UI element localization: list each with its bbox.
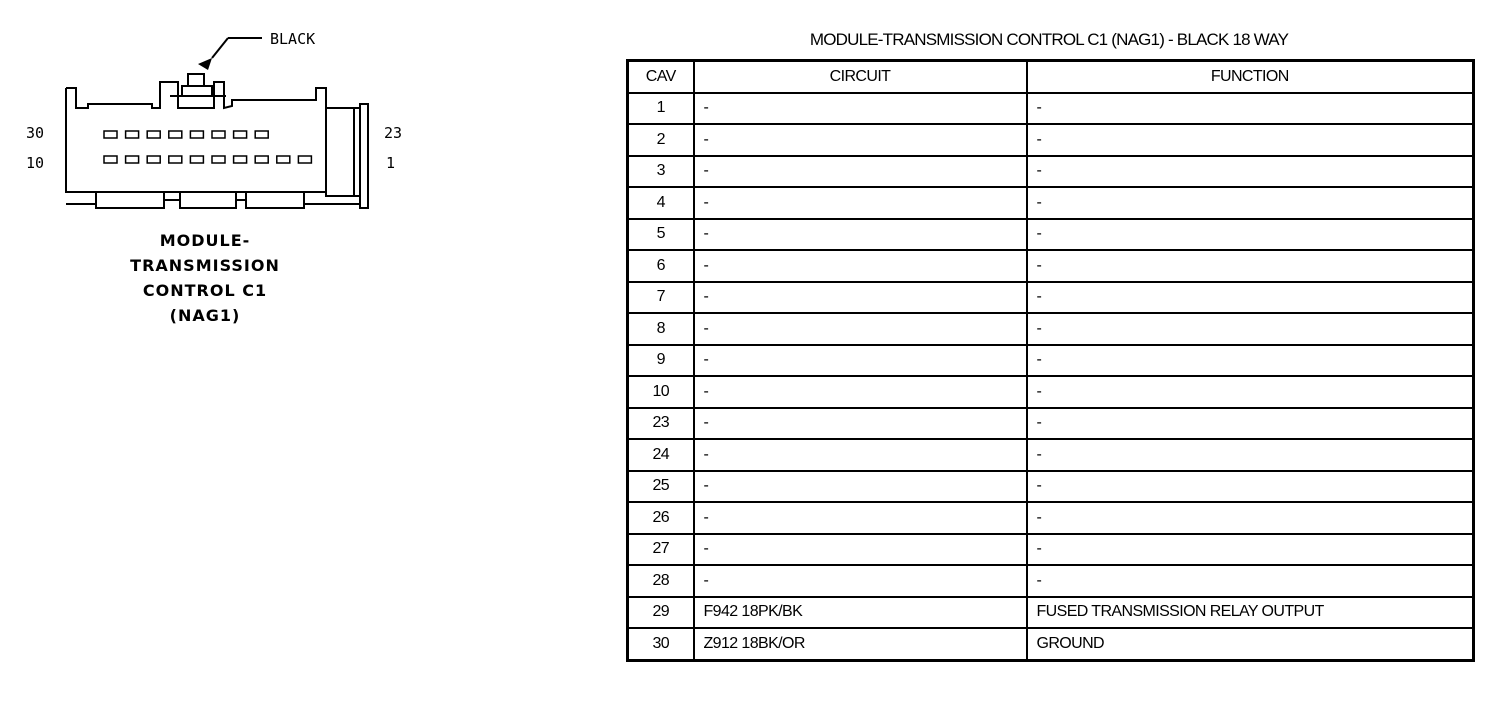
table-row	[628, 439, 1474, 471]
pin-cavity	[234, 131, 247, 138]
header-function: FUNCTION	[1027, 61, 1474, 93]
cell-circuit: -	[694, 282, 1027, 314]
cell-circuit: -	[694, 219, 1027, 251]
cell-cav: 24	[628, 439, 694, 471]
cell-circuit: -	[694, 124, 1027, 156]
table-row	[628, 313, 1474, 345]
cell-circuit: -	[694, 471, 1027, 503]
table-title: MODULE-TRANSMISSION CONTROL C1 (NAG1) - BLACK 18 WAY	[809, 30, 1289, 49]
pin-cavity	[147, 131, 160, 138]
table-row	[628, 565, 1474, 597]
pinout-table	[626, 59, 1475, 662]
cell-circuit: -	[694, 313, 1027, 345]
pin-cavity	[169, 131, 182, 138]
table-row	[628, 93, 1474, 125]
cell-function: -	[1027, 439, 1474, 471]
table-row	[628, 597, 1474, 629]
cell-cav: 4	[628, 187, 694, 219]
pin-cavity	[255, 131, 268, 138]
table-row	[628, 124, 1474, 156]
cell-cav: 27	[628, 534, 694, 566]
pin-cavity	[104, 156, 117, 163]
connector-color-label: BLACK	[270, 30, 316, 48]
cell-cav: 3	[628, 156, 694, 188]
table-row	[628, 502, 1474, 534]
table-row	[628, 282, 1474, 314]
pin-cavity	[212, 156, 225, 163]
pin-cavity	[147, 156, 160, 163]
cell-circuit: -	[694, 93, 1027, 125]
cell-cav: 7	[628, 282, 694, 314]
pin-cavity	[234, 156, 247, 163]
cell-function: -	[1027, 471, 1474, 503]
cell-cav: 5	[628, 219, 694, 251]
table-row	[628, 628, 1474, 660]
cell-function: -	[1027, 93, 1474, 125]
cell-cav: 30	[628, 628, 694, 660]
cell-cav: 2	[628, 124, 694, 156]
cell-cav: 26	[628, 502, 694, 534]
cell-cav: 23	[628, 408, 694, 440]
table-row	[628, 345, 1474, 377]
cell-function: FUSED TRANSMISSION RELAY OUTPUT	[1027, 597, 1474, 629]
cell-function: -	[1027, 282, 1474, 314]
cell-circuit: -	[694, 534, 1027, 566]
table-row	[628, 219, 1474, 251]
caption-line: CONTROL C1	[142, 281, 268, 300]
caption-line: MODULE-	[159, 231, 251, 250]
header-cav: CAV	[628, 61, 694, 93]
cell-function: -	[1027, 345, 1474, 377]
cell-function: -	[1027, 187, 1474, 219]
table-row	[628, 250, 1474, 282]
cell-cav: 29	[628, 597, 694, 629]
table-row	[628, 408, 1474, 440]
cell-cav: 8	[628, 313, 694, 345]
table-row	[628, 534, 1474, 566]
cell-circuit: -	[694, 439, 1027, 471]
cell-circuit: Z912 18BK/OR	[694, 628, 1027, 660]
connector-caption	[95, 228, 315, 328]
cell-circuit: -	[694, 376, 1027, 408]
cell-function: -	[1027, 313, 1474, 345]
cell-function: -	[1027, 408, 1474, 440]
caption-line: TRANSMISSION	[130, 256, 280, 275]
table-row	[628, 187, 1474, 219]
cell-function: -	[1027, 565, 1474, 597]
table-row	[628, 156, 1474, 188]
cell-circuit: -	[694, 250, 1027, 282]
cell-cav: 10	[628, 376, 694, 408]
cell-circuit: -	[694, 565, 1027, 597]
cell-function: -	[1027, 534, 1474, 566]
pin-cavity	[190, 131, 203, 138]
table-header-row	[628, 61, 1474, 93]
pin-cavity	[190, 156, 203, 163]
table-row	[628, 376, 1474, 408]
cell-cav: 25	[628, 471, 694, 503]
header-circuit: CIRCUIT	[694, 61, 1027, 93]
cell-cav: 9	[628, 345, 694, 377]
table-row	[628, 471, 1474, 503]
cell-cav: 1	[628, 93, 694, 125]
cell-circuit: -	[694, 156, 1027, 188]
pin-cavity	[277, 156, 290, 163]
cell-cav: 6	[628, 250, 694, 282]
pin-cavity	[212, 131, 225, 138]
caption-line: (NAG1)	[169, 306, 241, 325]
cell-function: -	[1027, 502, 1474, 534]
cell-cav: 28	[628, 565, 694, 597]
pin-cavity	[255, 156, 268, 163]
cell-circuit: -	[694, 502, 1027, 534]
pin-cavity	[169, 156, 182, 163]
pin-label-bottom-right: 1	[386, 154, 396, 172]
cell-function: -	[1027, 219, 1474, 251]
pin-label-top-left: 30	[26, 124, 45, 142]
cell-function: GROUND	[1027, 628, 1474, 660]
cell-circuit: -	[694, 408, 1027, 440]
cell-function: -	[1027, 124, 1474, 156]
pin-label-bottom-left: 10	[26, 154, 45, 172]
cell-function: -	[1027, 250, 1474, 282]
pin-cavity	[104, 131, 117, 138]
cell-circuit: -	[694, 187, 1027, 219]
pin-cavity	[126, 156, 139, 163]
pin-cavity	[126, 131, 139, 138]
cell-function: -	[1027, 156, 1474, 188]
pin-cavity	[298, 156, 311, 163]
cell-circuit: -	[694, 345, 1027, 377]
cell-circuit: F942 18PK/BK	[694, 597, 1027, 629]
cell-function: -	[1027, 376, 1474, 408]
pin-label-top-right: 23	[384, 124, 403, 142]
